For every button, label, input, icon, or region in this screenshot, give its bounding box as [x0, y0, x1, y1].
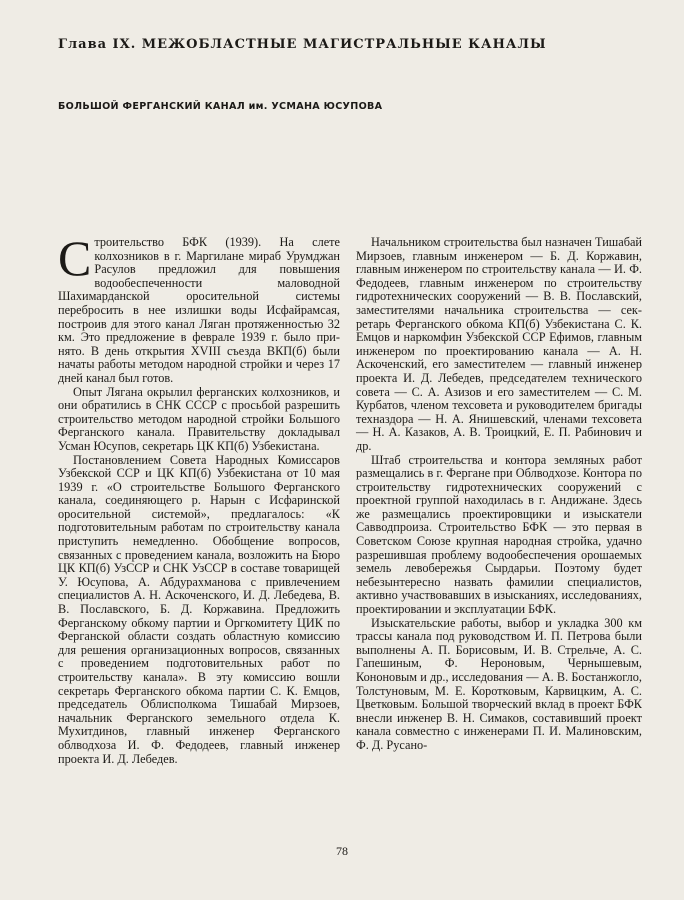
left-paragraph-2: Опыт Лягана окрылил ферганских колхозников, и они обратились в СНК СССР с просьбой разрешить строительство методом народной стройки Большого Ферганского канала. Правительству докладывал Усман Юсупов, секретарь ЦК КП(б) Узбекистана. [58, 384, 340, 453]
page-number: 78 [336, 844, 348, 858]
right-paragraph-2: Штаб строительства и контора земляных работ размещались в г. Фергане при Облводхозе. Контора по строительству гидротехнических сооружений с проектной группой находилась в г. Андижане. Здесь же размещались проектировщики и изыскатели Савводпроиза. Строительство БФК — это первая в Советском Союзе крупная народная стройка, удачно разрешившая проблему водообеспечения орошаемых земель левобережья Сырдарьи. Поэтому будет небезынтересно назвать фамилии специалистов, активно участвовавших в изысканиях, исследованиях, проектировании и эксплуатации БФК. [356, 452, 642, 617]
left-paragraph-1 [58, 230, 340, 386]
left-paragraph-1-text: троительство БФК (1939). На слете колхозников в г. Маргилане мираб Урумджан Расулов предложил для повышения водообеспеченности маловодной Шахимарданской оросительной системы перебросить в нее излишки воды Исфайрамсая, построив для этого канал Ляган протяженностью 32 км. Это предложение в феврале 1939 г. было принято. В день открытия XVIII съезда ВКП(б) были начаты работы методом народной стройки и через 17 дней канал был готов. [58, 235, 340, 385]
section-title: БОЛЬШОЙ ФЕРГАНСКИЙ КАНАЛ им. УСМАНА ЮСУПОВА [58, 101, 383, 112]
right-paragraph-1: Начальником строительства был назначен Тишабай Мирзоев, главным инженером — Б. Д. Коржавин, главным инженером по строительству канала — И. Ф. Федодеев, главным инженером по строительству гидротехнических сооружений — В. В. Пославский, заместителями начальника строительства — секретарь Ферганского обкома КП(б) Узбекистана С. К. Емцов и наркомфин Узбекской ССР Ефимов, главным инженером по проектированию канала — А. Н. Аскоченский, его заместителем — главный инженер проекта И. Д. Лебедев, председателем технического совета — С. А. Азизов и его заместителем — С. М. Курбатов, членом техсовета и руководителем бригады техназдора — Н. А. Янишевский, членами техсовета — Н. А. Казаков, А. В. Троицкий, Е. П. Рабинович и др. [356, 235, 642, 453]
right-column [356, 236, 642, 753]
chapter-title: Глава IX. МЕЖОБЛАСТНЫЕ МАГИСТРАЛЬНЫЕ КАНАЛЫ [58, 37, 547, 52]
left-paragraph-3: Постановлением Совета Народных Комиссаров Узбекской ССР и ЦК КП(б) Узбекистана от 10 мая 1939 г. «О строительстве Большого Ферганского канала, соединяющего р. Нарын с Исфаринской оросительной системой», предлагалось: «К подготовительным работам по строительству канала приступить немедленно. Обобщение вопросов, связанных с проведением канала, возложить на Бюро ЦК КП(б) УзССР и СНК УзССР в составе товарищей У. Юсупова, А. Абдурахманова с привлечением специалистов А. Н. Аскоченского, И. Д. Лебедева, В. В. Пославского, Б. Д. Коржавина. Предложить Ферганскому обкому партии и Оргкомитету ЦИК по Ферганской области создать областную комиссию для решения организационных вопросов, связанных с проведением подготовительных работ по строительству канала». В эту комиссию вошли секретарь Ферганского обкома партии С. К. Емцов, председатель Облисполкома Тишабай Мирзоев, начальник Ферганского земельного отдела К. Мухитдинов, главный инженер Ферганского облводхоза И. Ф. Федодеев, главный инженер проекта И. Д. Лебедев. [58, 452, 340, 766]
right-paragraph-3: Изыскательские работы, выбор и укладка 300 км трассы канала под руководством И. П. Петрова были выполнены А. П. Борисовым, И. В. Стрельче, А. С. Гапешиным, Ф. Нероновым, Чернышевым, Кононовым и др., исследования — А. В. Бостанжогло, Толстуновым, М. Е. Коротковым, Карвицким, А. С. Цветковым. Большой творческий вклад в проект БФК внесли инженер В. Н. Симаков, составивший проект канала совместно с инженерами П. И. Малиновским, Ф. Д. Русано- [356, 615, 642, 752]
drop-cap: С [58, 230, 92, 286]
left-column [58, 230, 340, 766]
